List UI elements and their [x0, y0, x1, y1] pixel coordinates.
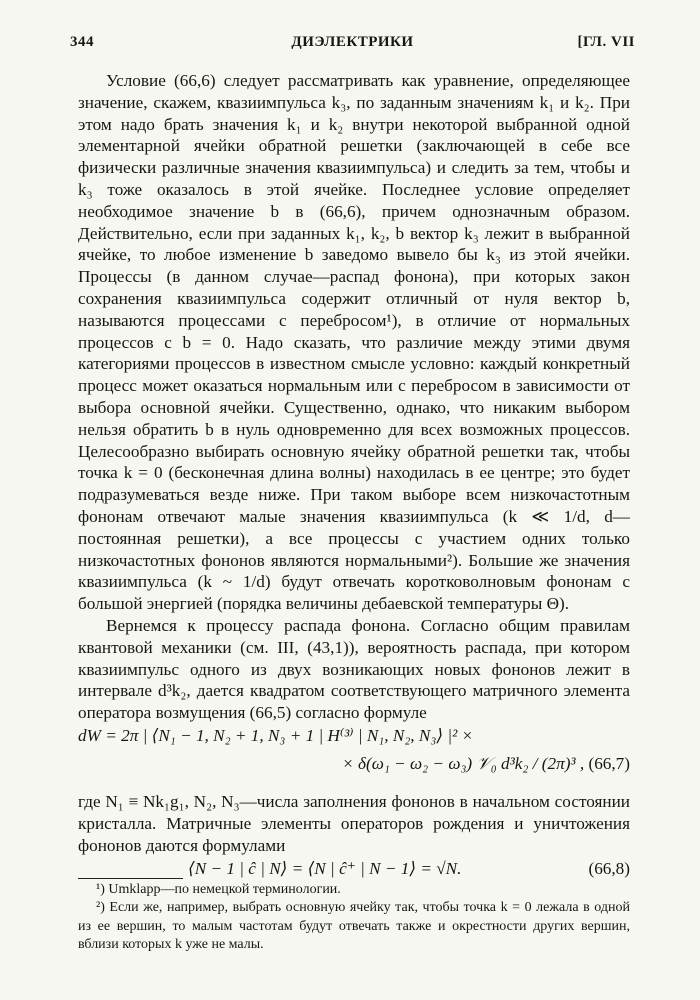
formula-66-7-line2: [342, 753, 630, 775]
chapter-label: [ГЛ. VII: [577, 34, 635, 50]
formula-66-7-line1: dW = 2π | ⟨N₁ − 1, N₂ + 1, N₃ + 1 | H⁽³⁾ | N₁, N₂, N₃⟩ |² ×: [78, 725, 474, 745]
footnotes: [78, 881, 630, 955]
running-header: [70, 34, 635, 56]
running-title: ДИЭЛЕКТРИКИ: [291, 34, 414, 50]
page-number: 344: [70, 34, 94, 50]
paragraph-2: Вернемся к процессу распада фонона. Согласно общим правилам квантовой механики (см. III, (43,1)), вероятность распада, при котором квазиимпульс одного из двух возникающих новых фононов лежит в интервале d³k₂, дается квадратом соответствующего матричного элемента оператора возмущения (66,5) согласно формуле: [78, 615, 630, 723]
formula-66-8-expression: ⟨N − 1 | ĉ | N⟩ = ⟨N | ĉ⁺ | N − 1⟩ = √N.: [188, 859, 462, 879]
paragraph-3: где N₁ ≡ Nk₁g₁, N₂, N₃—числа заполнения фононов в начальном состоянии кристалла. Матричные элементы операторов рождения и уничтожения фононов даются формулами: [78, 791, 630, 855]
footnote-1: ¹) Umklapp—по немецкой терминологии.: [96, 882, 341, 897]
paragraph-1: Условие (66,6) следует рассматривать как уравнение, определяющее значение, скажем, квазиимпульса k₃, по заданным значениям k₁ и k₂. При этом надо брать значения k₁ и k₂ внутри некоторой выбранной одной элементарной ячейки обратной решетки (заключающей в себе все физически различные значения квазиимпульса) и следить за тем, чтобы и k₃ тоже оказалось в этой ячейке. Последнее условие определяет необходимое значение b в (66,6), причем однозначным образом. Действительно, если при заданных k₁, k₂, b вектор k₃ лежит в выбранной ячейке, то любое изменение b заведомо вывело бы k₃ из этой ячейки. Процессы (в данном случае—распад фонона), при которых закон сохранения квазиимпульса содержит отличный от нуля вектор b, называются процессами с перебросом¹), в отличие от нормальных процессов с b = 0. Надо сказать, что различие между этими двумя категориями процессов в известном смысле условно: каждый конкретный процесс может оказаться нормальным или с перебросом в зависимости от выбора основной ячейки. Существенно, однако, что никаким выбором нельзя обратить b в нуль одновременно для всех возможных процессов. Целесообразно выбирать основную ячейку обратной решетки так, чтобы точка k = 0 (бесконечная длина волны) находилась в ее центре; это будет подразумеваться везде ниже. При таком выборе всем низкочастотным фононам отвечают малые значения квазиимпульса (k ≪ 1/d, d—постоянная решетки), а все процессы с участием одних только низкочастотных фононов являются нормальными²). Большие же значения квазиимпульса (k ~ 1/d) будут отвечать коротковолновым фононам с большой энергией (порядка величины дебаевской температуры Θ).: [78, 71, 630, 614]
main-text: [78, 70, 630, 888]
formula-66-7: [78, 725, 630, 789]
formula-66-7-line2-expr: × δ(ω₁ − ω₂ − ω₃) 𝒱₀ d³k₂ / (2π)³ ,: [342, 753, 585, 773]
footnote-rule: [78, 878, 183, 879]
formula-66-7-number: (66,7): [588, 753, 630, 773]
formula-66-8-number: (66,8): [588, 859, 630, 879]
footnote-2: ²) Если же, например, выбрать основную ячейку так, чтобы точка k = 0 лежала в одной из ее вершин, то малым частотам будут отвечать также и окрестности других вершин, вблизи которых k уже не малы.: [78, 900, 630, 953]
